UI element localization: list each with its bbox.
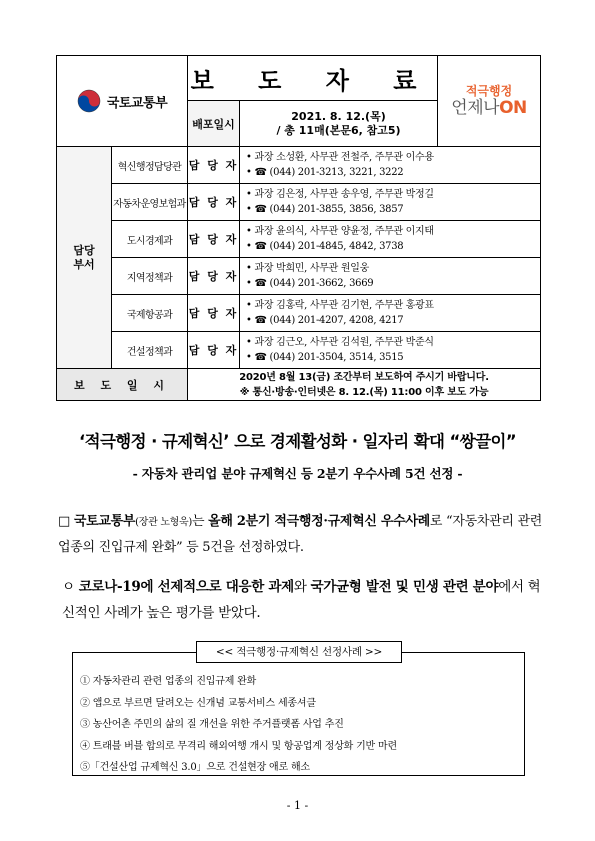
press-header-table (56, 55, 541, 401)
case-box-title: << 적극행정·규제혁신 선정사례 >> (196, 641, 402, 663)
contact-info: • 과장 김홍락, 사무관 김기현, 주무관 홍광표 • ☎ (044) 201-4207, 4208, 4217 (240, 295, 541, 332)
distribution-label: 배포일시 (188, 101, 240, 147)
role-label: 담 당 자 (188, 295, 240, 332)
brand-bottom-suffix: ON (499, 98, 527, 118)
bold-phrase: 올해 2분기 적극행정·규제혁신 우수사례 (208, 514, 430, 529)
press-release-title: 보 도 자 료 (188, 56, 438, 101)
contact-info: • 과장 김은정, 사무관 송우영, 주무관 박정길 • ☎ (044) 201-3855, 3856, 3857 (240, 184, 541, 221)
distribution-date-cell (240, 101, 438, 147)
list-item: ② 앱으로 부르면 달려오는 신개념 교통서비스 세종셔클 (80, 697, 316, 709)
role-label: 담 당 자 (188, 332, 240, 369)
contact-info: • 과장 윤의식, 사무관 양윤정, 주무관 이지태 • ☎ (044) 201-4845, 4842, 3738 (240, 221, 541, 258)
subject-note: (장관 노형욱) (135, 517, 193, 528)
brand-top-text: 적극행정 (465, 84, 513, 98)
distribution-pages: / 총 11매(본문6, 참고5) (276, 123, 401, 137)
paragraph-1: □ 국토교통부(장관 노형욱)는 올해 2분기 적극행정·규제혁신 우수사례로 “자동차관리 관련 업종의 진입규제 완화” 등 5건을 선정하였다. (58, 514, 542, 555)
role-label: 담 당 자 (188, 184, 240, 221)
embargo-text: 2020년 8월 13(금) 조간부터 보도하여 주시기 바랍니다. ※ 통신·방송·인터넷은 8. 12.(목) 11:00 이후 보도 가능 (188, 369, 541, 401)
list-item: ③ 농산어촌 주민의 삶의 질 개선을 위한 주거플랫폼 사업 추진 (80, 719, 344, 730)
subject: 국토교통부 (73, 514, 136, 529)
taegeuk-emblem-icon (77, 89, 101, 113)
embargo-label: 보 도 일 시 (57, 369, 188, 401)
dept-name: 지역정책과 (112, 258, 188, 295)
headline: ‘적극행정 · 규제혁신’ 으로 경제활성화 · 일자리 확대 “쌍끌이” (78, 432, 517, 451)
subheadline: - 자동차 관리업 분야 규제혁신 등 2분기 우수사례 5건 선정 - (132, 466, 463, 481)
contacts-side-label: 담당 부서 (57, 147, 112, 369)
list-item: ① 자동차관리 관련 업종의 진입규제 완화 (80, 676, 257, 687)
ministry-name: 국토교통부 (106, 95, 168, 111)
role-label: 담 당 자 (188, 221, 240, 258)
dept-name: 혁신행정담당관 (112, 147, 188, 184)
brand-bottom-prefix: 언제나 (451, 98, 500, 118)
list-item: ④ 트래블 버블 합의로 무격리 해외여행 개시 및 항공업계 정상화 기반 마련 (80, 740, 397, 752)
contact-info: • 과장 소성환, 사무관 전철주, 주무관 이수용 • ☎ (044) 201-3213, 3221, 3222 (240, 147, 541, 184)
contact-info: • 과장 김근오, 사무관 김석원, 주무관 박준식 • ☎ (044) 201-3504, 3514, 3515 (240, 332, 541, 369)
dept-name: 건설정책과 (112, 332, 188, 369)
dept-name: 국제항공과 (112, 295, 188, 332)
list-item: ⑤「건설산업 규제혁신 3.0」으로 건설현장 애로 해소 (80, 762, 310, 773)
circle-bullet: ㅇ (62, 579, 75, 595)
distribution-date: 2021. 8. 12.(목) (291, 109, 386, 123)
role-label: 담 당 자 (188, 147, 240, 184)
contact-info: • 과장 박희민, 사무관 원일웅 • ☎ (044) 201-3662, 3669 (240, 258, 541, 295)
dept-name: 자동차운영보험과 (112, 184, 188, 221)
square-bullet: □ (58, 514, 70, 529)
dept-name: 도시경제과 (112, 221, 188, 258)
case-list (80, 671, 397, 779)
ministry-logo-cell (57, 56, 188, 147)
paragraph-2: ㅇ 코로나-19에 선제적으로 대응한 과제와 국가균형 발전 및 민생 관련 분야에서 혁신적인 사례가 높은 평가를 받았다. (62, 579, 541, 621)
page-number: - 1 - (286, 799, 309, 812)
role-label: 담 당 자 (188, 258, 240, 295)
brand-logo (438, 56, 541, 147)
